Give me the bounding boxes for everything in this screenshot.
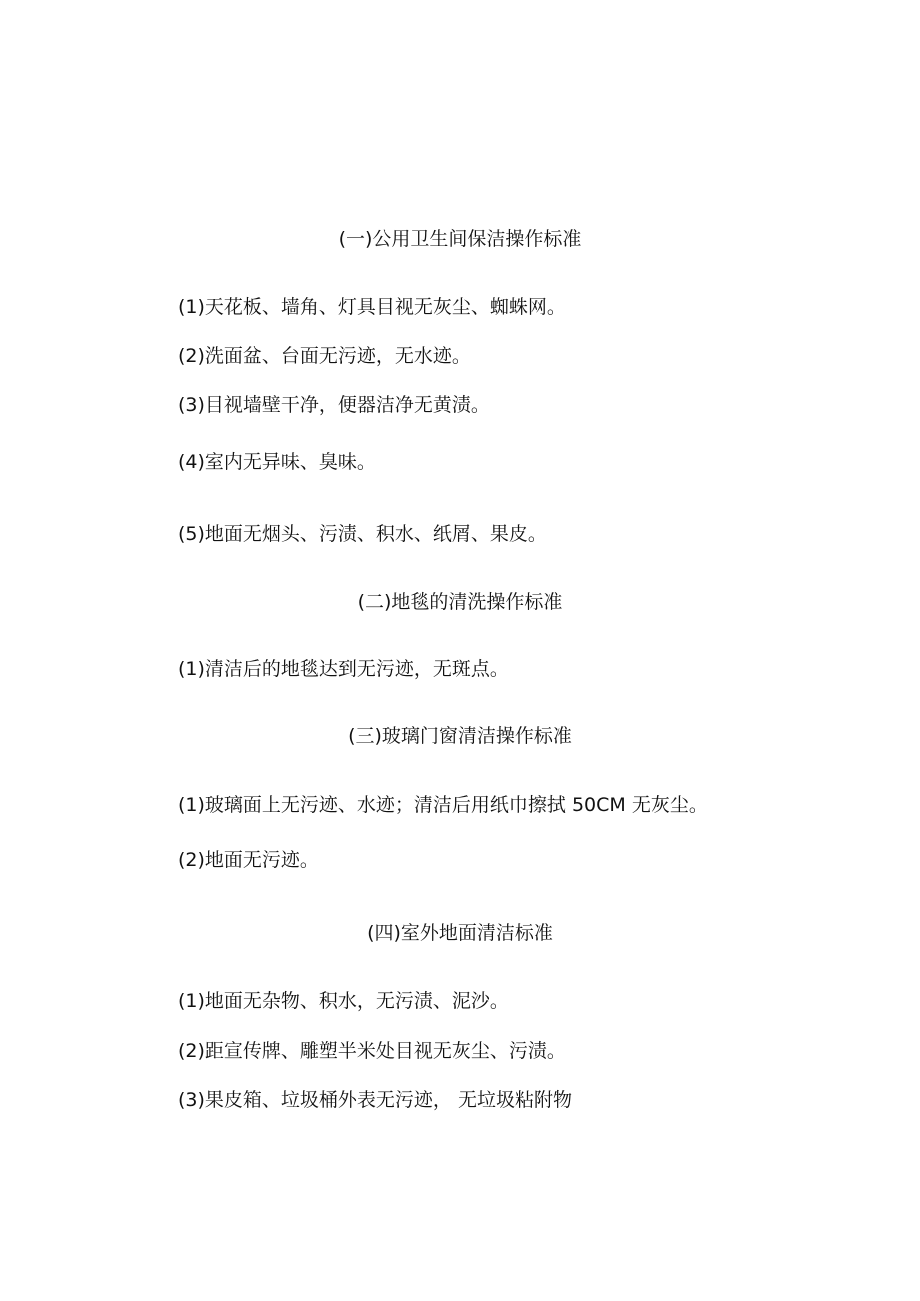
section-heading-1: (一)公用卫生间保洁操作标准 <box>338 228 582 250</box>
section-4-item-3: (3)果皮箱、垃圾桶外表无污迹， 无垃圾粘附物 <box>178 1089 572 1111</box>
section-1-item-2: (2)洗面盆、台面无污迹，无水迹。 <box>178 345 471 367</box>
section-heading-2: (二)地毯的清洗操作标准 <box>357 591 563 613</box>
section-4-item-1: (1)地面无杂物、积水，无污渍、泥沙。 <box>178 990 509 1012</box>
section-1-item-5: (5)地面无烟头、污渍、积水、纸屑、果皮。 <box>178 523 547 545</box>
section-2-item-1: (1)清洁后的地毯达到无污迹，无斑点。 <box>178 658 509 680</box>
section-1-item-4: (4)室内无异味、臭味。 <box>178 451 376 473</box>
section-heading-3: (三)玻璃门窗清洁操作标准 <box>348 725 572 747</box>
section-heading-4: (四)室外地面清洁标准 <box>367 922 553 944</box>
section-3-item-1: (1)玻璃面上无污迹、水迹；清洁后用纸巾擦拭 50CM 无灰尘。 <box>178 794 708 816</box>
section-1-item-1: (1)天花板、墙角、灯具目视无灰尘、蜘蛛网。 <box>178 296 566 318</box>
section-3-item-2: (2)地面无污迹。 <box>178 849 319 871</box>
section-4-item-2: (2)距宣传牌、雕塑半米处目视无灰尘、污渍。 <box>178 1040 566 1062</box>
section-1-item-3: (3)目视墙壁干净，便器洁净无黄渍。 <box>178 394 490 416</box>
